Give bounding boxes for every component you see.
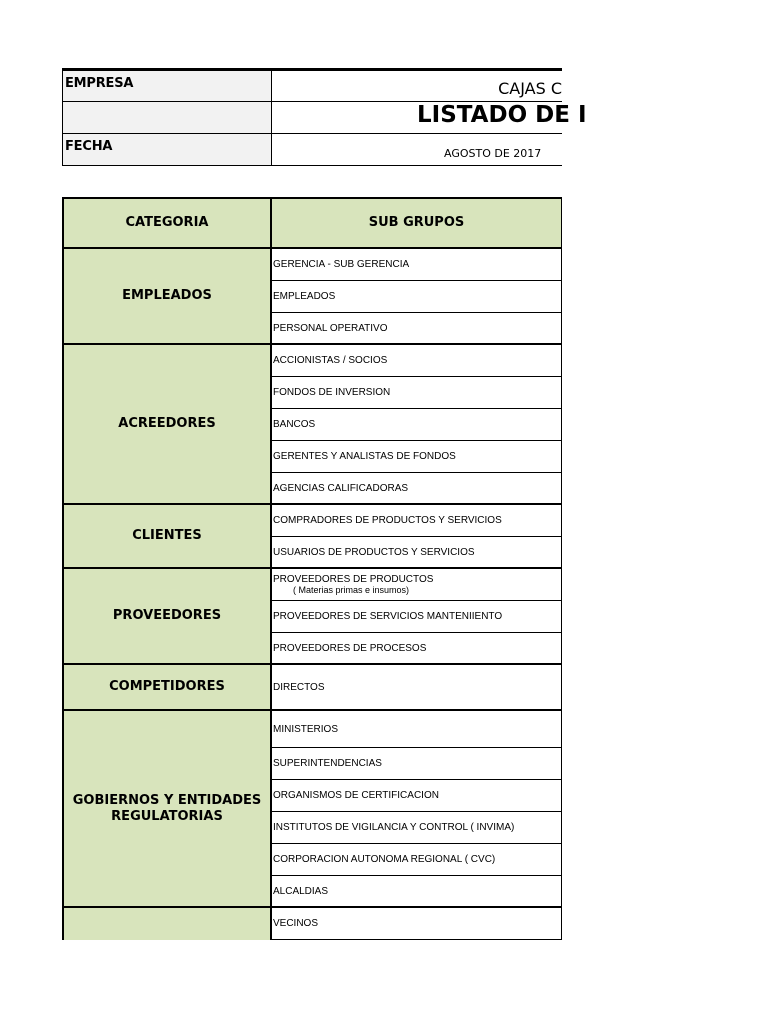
subgroup-empleados: EMPLEADOS [272, 281, 562, 313]
document-title: LISTADO DE I [272, 102, 562, 134]
subgroup-fondos-inversion: FONDOS DE INVERSION [272, 377, 562, 409]
subgroup-alcaldias: ALCALDIAS [272, 876, 562, 908]
category-gobiernos: GOBIERNOS Y ENTIDADES REGULATORIAS [62, 711, 272, 908]
subgroup-personal-operativo: PERSONAL OPERATIVO [272, 313, 562, 345]
subgroup-compradores: COMPRADORES DE PRODUCTOS Y SERVICIOS [272, 505, 562, 537]
subgroup-proveedores-productos-note: ( Materias primas e insumos) [293, 584, 410, 595]
header-empty-label [63, 102, 272, 134]
document-date: AGOSTO DE 2017 [444, 147, 542, 160]
subgroup-gerencia: GERENCIA - SUB GERENCIA [272, 249, 562, 281]
category-competidores: COMPETIDORES [62, 665, 272, 711]
empresa-label: EMPRESA [63, 71, 272, 102]
category-empleados: EMPLEADOS [62, 249, 272, 345]
subgroup-organismos-certificacion: ORGANISMOS DE CERTIFICACION [272, 780, 562, 812]
company-name: CAJAS C [272, 71, 562, 102]
subgroup-agencias-calificadoras: AGENCIAS CALIFICADORAS [272, 473, 562, 505]
column-header-categoria: CATEGORIA [62, 199, 272, 249]
subgroup-proveedores-procesos: PROVEEDORES DE PROCESOS [272, 633, 562, 665]
category-acreedores: ACREEDORES [62, 345, 272, 505]
category-proveedores: PROVEEDORES [62, 569, 272, 665]
subgroup-proveedores-productos-label: PROVEEDORES DE PRODUCTOS [273, 573, 434, 585]
subgroup-proveedores-servicios: PROVEEDORES DE SERVICIOS MANTENIIENTO [272, 601, 562, 633]
fecha-label: FECHA [63, 134, 272, 165]
subgroup-vecinos: VECINOS [272, 908, 562, 940]
subgroup-institutos-vigilancia: INSTITUTOS DE VIGILANCIA Y CONTROL ( INVIMA) [272, 812, 562, 844]
category-comunidad [62, 908, 272, 940]
category-clientes: CLIENTES [62, 505, 272, 569]
subgroup-gerentes-analistas: GERENTES Y ANALISTAS DE FONDOS [272, 441, 562, 473]
subgroup-ministerios: MINISTERIOS [272, 711, 562, 748]
subgroup-accionistas: ACCIONISTAS / SOCIOS [272, 345, 562, 377]
subgroup-bancos: BANCOS [272, 409, 562, 441]
subgroup-directos: DIRECTOS [272, 665, 562, 711]
subgroup-usuarios: USUARIOS DE PRODUCTOS Y SERVICIOS [272, 537, 562, 569]
subgroup-proveedores-productos [272, 569, 562, 601]
subgroup-superintendencias: SUPERINTENDENCIAS [272, 748, 562, 780]
column-header-sub-grupos: SUB GRUPOS [272, 199, 562, 249]
subgroup-corporacion-autonoma: CORPORACION AUTONOMA REGIONAL ( CVC) [272, 844, 562, 876]
